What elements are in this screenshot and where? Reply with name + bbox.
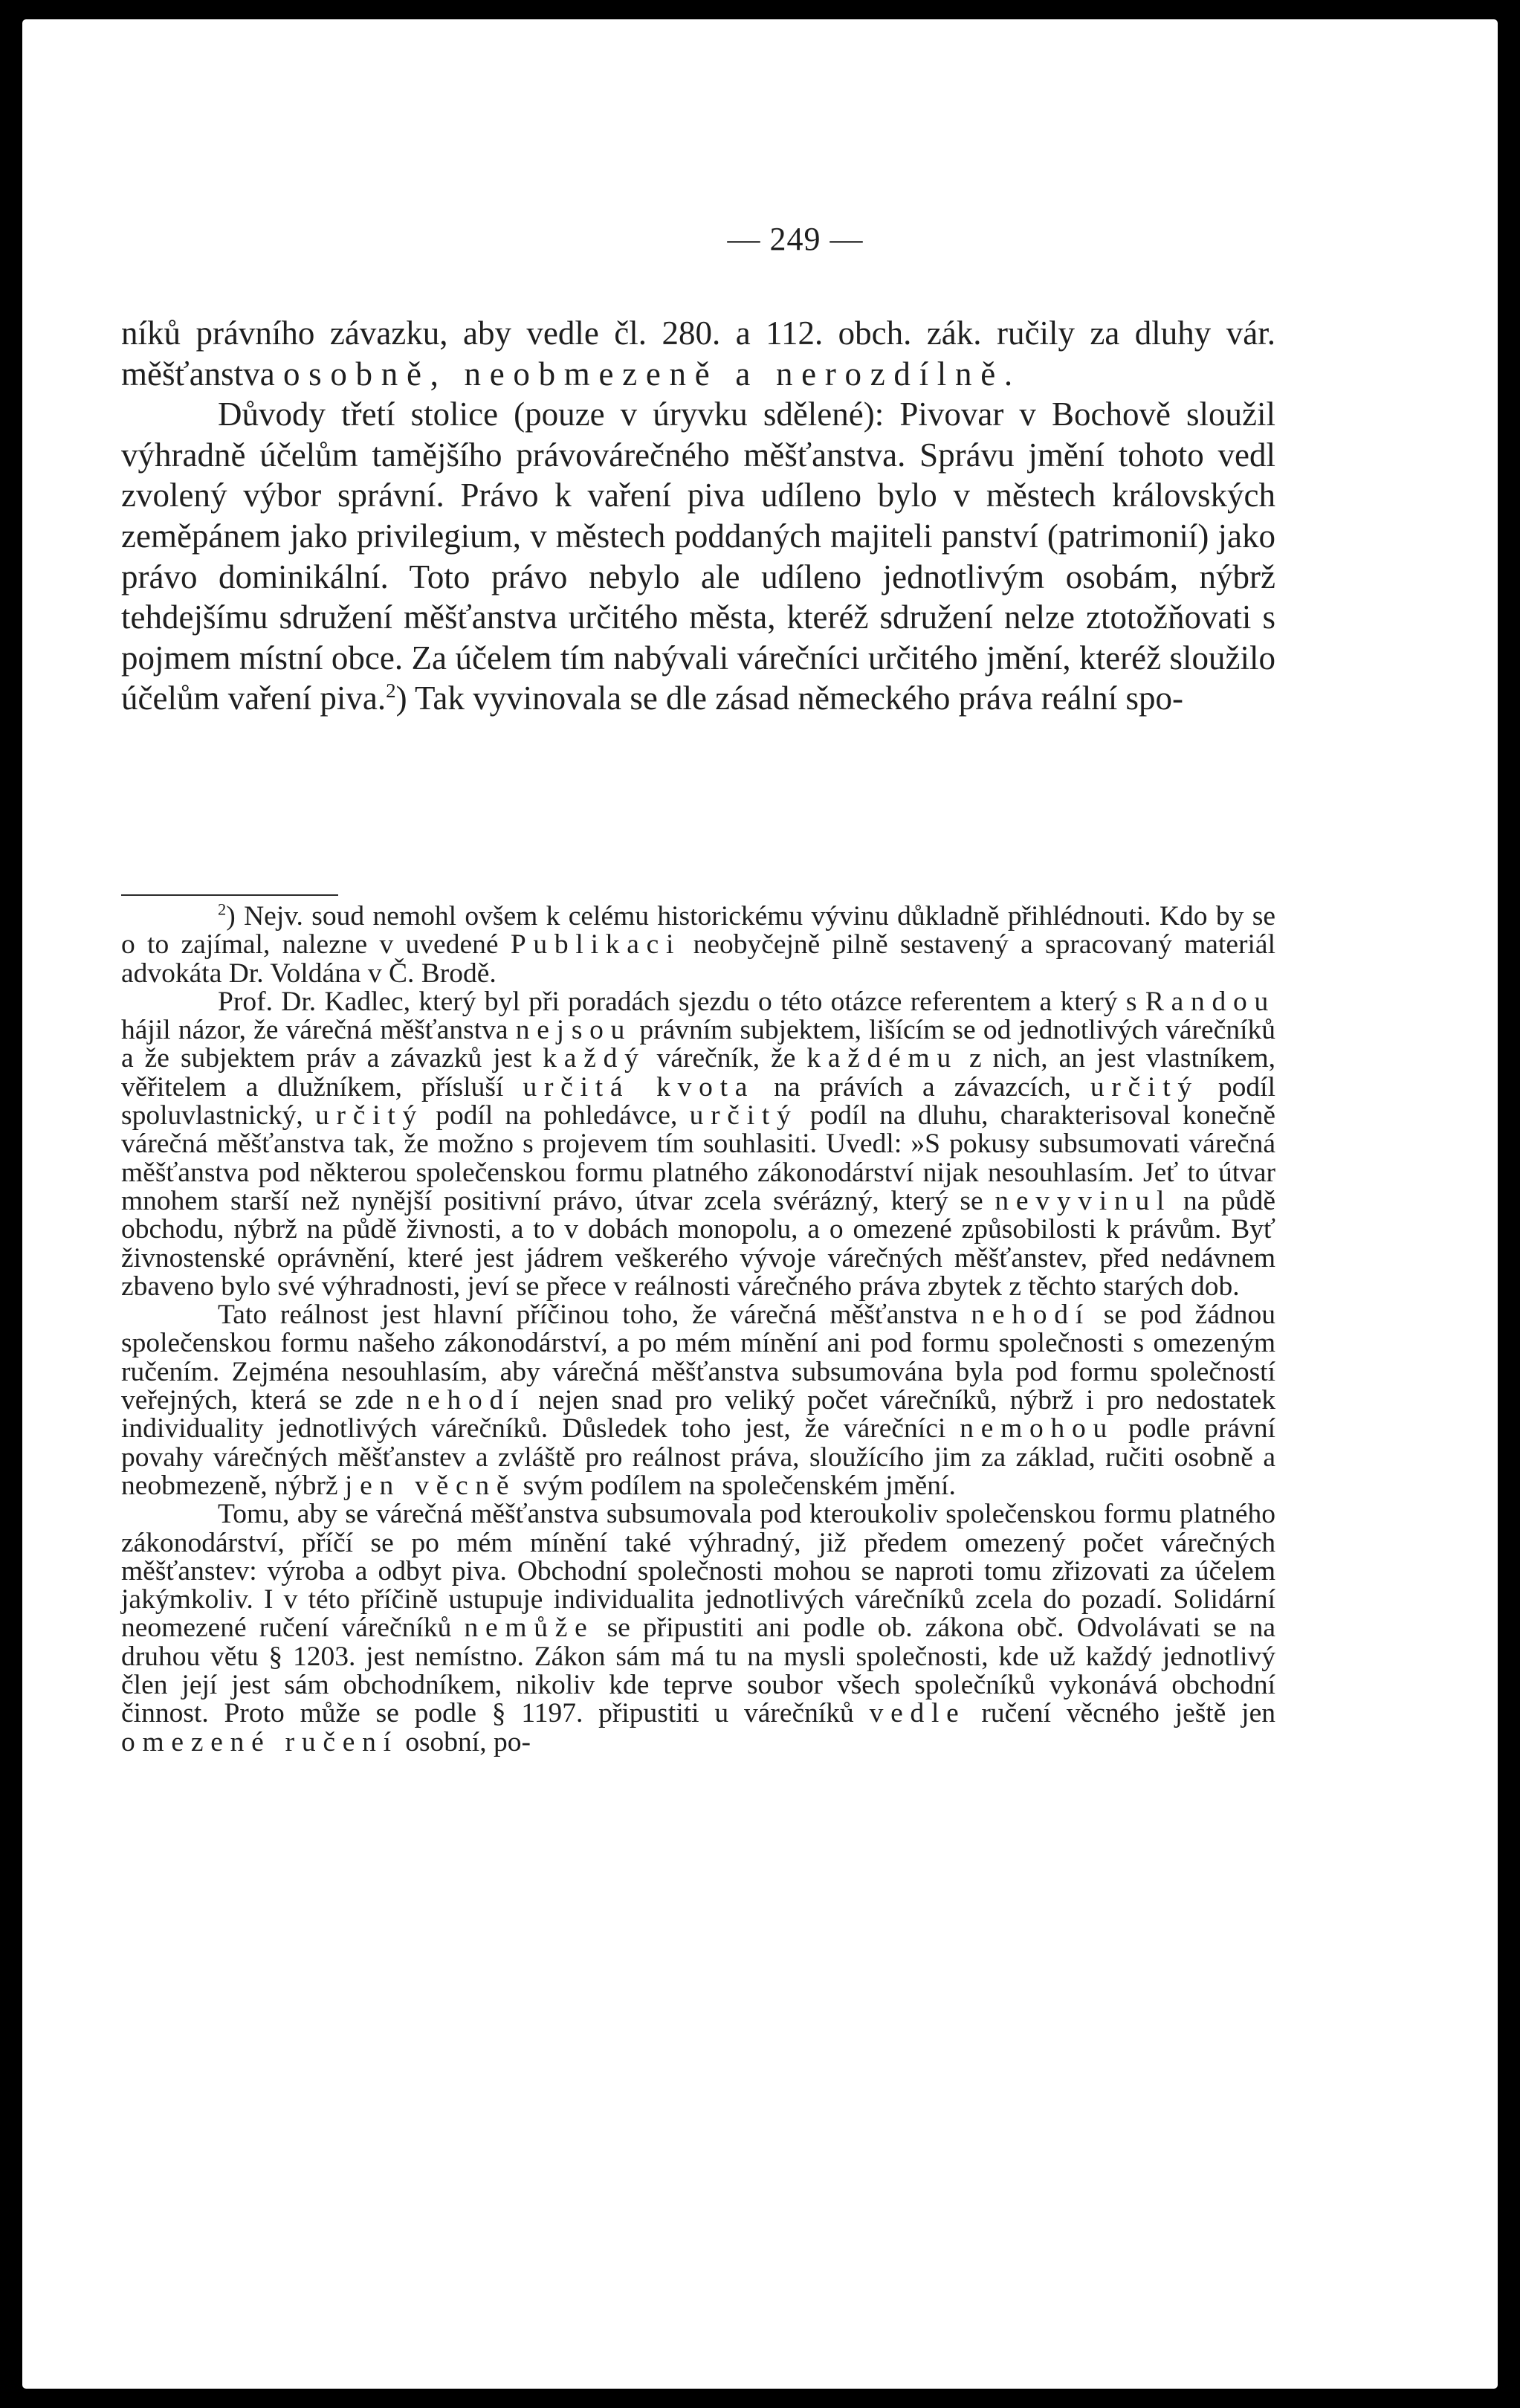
text-run: Prof. Dr. Kadlec, který byl při poradách sjezdu o této otázce referentem a který s <box>218 986 1145 1017</box>
text-run: se připustiti ani podle ob. zákona obč. Odvolávati se na druhou větu § 1203. jest nemístno. Zákon sám má tu na mysli společnosti, kde už každý jednotlivý člen její jest sám obchodníkem, nikoliv kde teprve soubor všech společníků vykonává obchodní činnost. Proto může se podle § 1197. připustiti u várečníků <box>121 1613 1275 1729</box>
text-run: se pod žádnou společenskou formu našeho zákonodárství, a po mém mínění ani pod formu společnosti s omezeným ručením. Zejména nesouhlasím, aby várečná měšťanstva subsumována byla pod formu společností veřejných, která se zde <box>121 1300 1275 1416</box>
emphasized-text: nemůže <box>464 1613 595 1644</box>
text-run: neobyčejně pilně sestavený a spracovaný materiál advokáta Dr. Voldána v Č. Brodě. <box>121 929 1275 989</box>
text-run: ) Nejv. soud nemohl ovšem k celému historickému vývinu důkladně přihlédnouti. Kdo by se o to zajímal, nalezne v uvedené <box>121 901 1275 961</box>
text-run: níků právního závazku, aby vedle čl. 280. a 112. obch. zák. ručily za dluhy vár. měšťanstva <box>121 314 1275 393</box>
footnote-paragraph <box>121 1301 1275 1500</box>
footnotes <box>121 900 1275 1757</box>
text-run: na půdě obchodu, nýbrž na půdě živnosti, a to v dobách monopolu, a o omezené způsobilosti k právům. Byť živnostenské oprávnění, které jest jádrem veškerého vývoje várečných měšťanstev, před nedávnem zbaveno bylo své výhradnosti, jeví se přece v reálnosti várečného práva zbytek z těchto starých dob. <box>121 1185 1275 1302</box>
emphasized-text: nehodí <box>971 1300 1090 1331</box>
main-text <box>121 313 1275 719</box>
text-run: hájil názor, že várečná měšťanstva <box>121 1015 516 1046</box>
text-run: svým podílem na společenském jmění. <box>516 1470 956 1501</box>
footnote-paragraph <box>121 988 1275 1301</box>
emphasized-text: jen věcně <box>344 1470 517 1501</box>
text-run: Tomu, aby se várečná měšťanstva subsumovala pod kteroukoliv společenskou formu platného zákonodárství, příčí se po mém mínění také výhradný, již předem omezený počet várečných měšťanstev: výroba a odbyt piva. Obchodní společnosti mohou se naproti tomu zřizovati za účelem jakýmkoliv. I v této příčině ustupuje individualita jednotlivých várečníků zcela do pozadí. Solidární neomezené ručení várečníků <box>121 1499 1275 1644</box>
emphasized-text: vedle <box>869 1698 966 1729</box>
text-run: podle právní povahy várečných měšťanstev a zvláště pro reálnost práva, sloužícího jim za základ, ručiti osobně a neobmezeně, nýbrž <box>121 1413 1275 1501</box>
emphasized-text: nehodí <box>406 1385 526 1416</box>
footnote-reference: 2 <box>386 680 396 703</box>
emphasized-text: Publikaci <box>510 929 682 961</box>
emphasized-text: určitá kvota <box>523 1071 755 1103</box>
emphasized-text: Randou <box>1145 986 1275 1017</box>
text-run: Důvody třetí stolice (pouze v úryvku sdělené): Pivovar v Bochově sloužil výhradně účelům tamějšího právovárečného měšťanstva. Správu jmění tohoto vedl zvolený výbor správní. Právo k vaření piva udíleno bylo v městech královských zeměpánem jako privilegium, v městech poddaných majiteli panství (patrimonií) jako právo dominikální. Toto právo nebylo ale udíleno jednotlivým osobám, nýbrž tehdejšímu sdružení měšťanstva určitého města, kteréž sdružení nelze ztotožňovati s pojmem místní obce. Za účelem tím nabývali várečníci určitého jmění, kteréž sloužilo účelům vaření piva. <box>121 396 1275 717</box>
emphasized-text: určitý <box>689 1100 798 1132</box>
paragraph <box>121 394 1275 719</box>
text-run: . <box>1003 355 1013 393</box>
emphasized-text: určitý <box>315 1100 424 1132</box>
text-run: na právích a závazcích, <box>754 1071 1090 1103</box>
emphasized-text: omezené ručení <box>121 1726 398 1757</box>
footnote-marker: 2 <box>218 900 227 919</box>
emphasized-text: nemohou <box>960 1413 1115 1445</box>
text-run: Tato reálnost jest hlavní příčinou toho, že várečná měšťanstva <box>218 1300 971 1331</box>
text-run: nejen snad pro veliký počet várečníků, nýbrž i pro nedostatek individuality jednotlivých várečníků. Důsledek toho jest, že várečníci <box>121 1385 1275 1445</box>
emphasized-text: nevyvinul <box>995 1185 1172 1216</box>
footnote <box>121 900 1275 989</box>
text-run: z nich, an jest vlastníkem, věřitelem a dlužníkem, přísluší <box>121 1043 1275 1103</box>
emphasized-text: každý <box>543 1043 646 1074</box>
emphasized-text: osobně, neobmezeně a nerozdílně <box>282 355 1004 393</box>
text-run: ručení věcného ještě jen <box>966 1698 1275 1729</box>
page-number: — 249 — <box>727 221 864 257</box>
text-run: podíl na pohledávce, <box>424 1100 690 1132</box>
paragraph <box>121 313 1275 394</box>
text-run: osobní, po- <box>398 1726 531 1757</box>
emphasized-text: nejsou <box>515 1015 633 1046</box>
text-run: ) Tak vyvinovala se dle zásad německého práva reální spo- <box>395 680 1183 717</box>
text-run: podíl spoluvlastnický, <box>121 1071 1275 1132</box>
footnote-paragraph <box>121 1500 1275 1757</box>
emphasized-text: každému <box>806 1043 958 1074</box>
emphasized-text: určitý <box>1090 1071 1199 1103</box>
document-page <box>22 19 1498 2389</box>
text-run: právním subjektem, lišícím se od jednotlivých várečníků a že subjektem práv a závazků jest <box>121 1015 1275 1074</box>
text-run: várečník, že <box>645 1043 807 1074</box>
text-run: podíl na dluhu, charakterisoval konečně várečná měšťanstva tak, že možno s projevem tím souhlasiti. Uvedl: »S pokusy subsumovati várečná měšťanstva pod některou společenskou formu platného zákonodárství nijak nesouhlasím. Jeť to útvar mnohem starší než nynější positivní právo, útvar zcela svérázný, který se <box>121 1100 1275 1216</box>
footnote-divider <box>121 894 338 896</box>
